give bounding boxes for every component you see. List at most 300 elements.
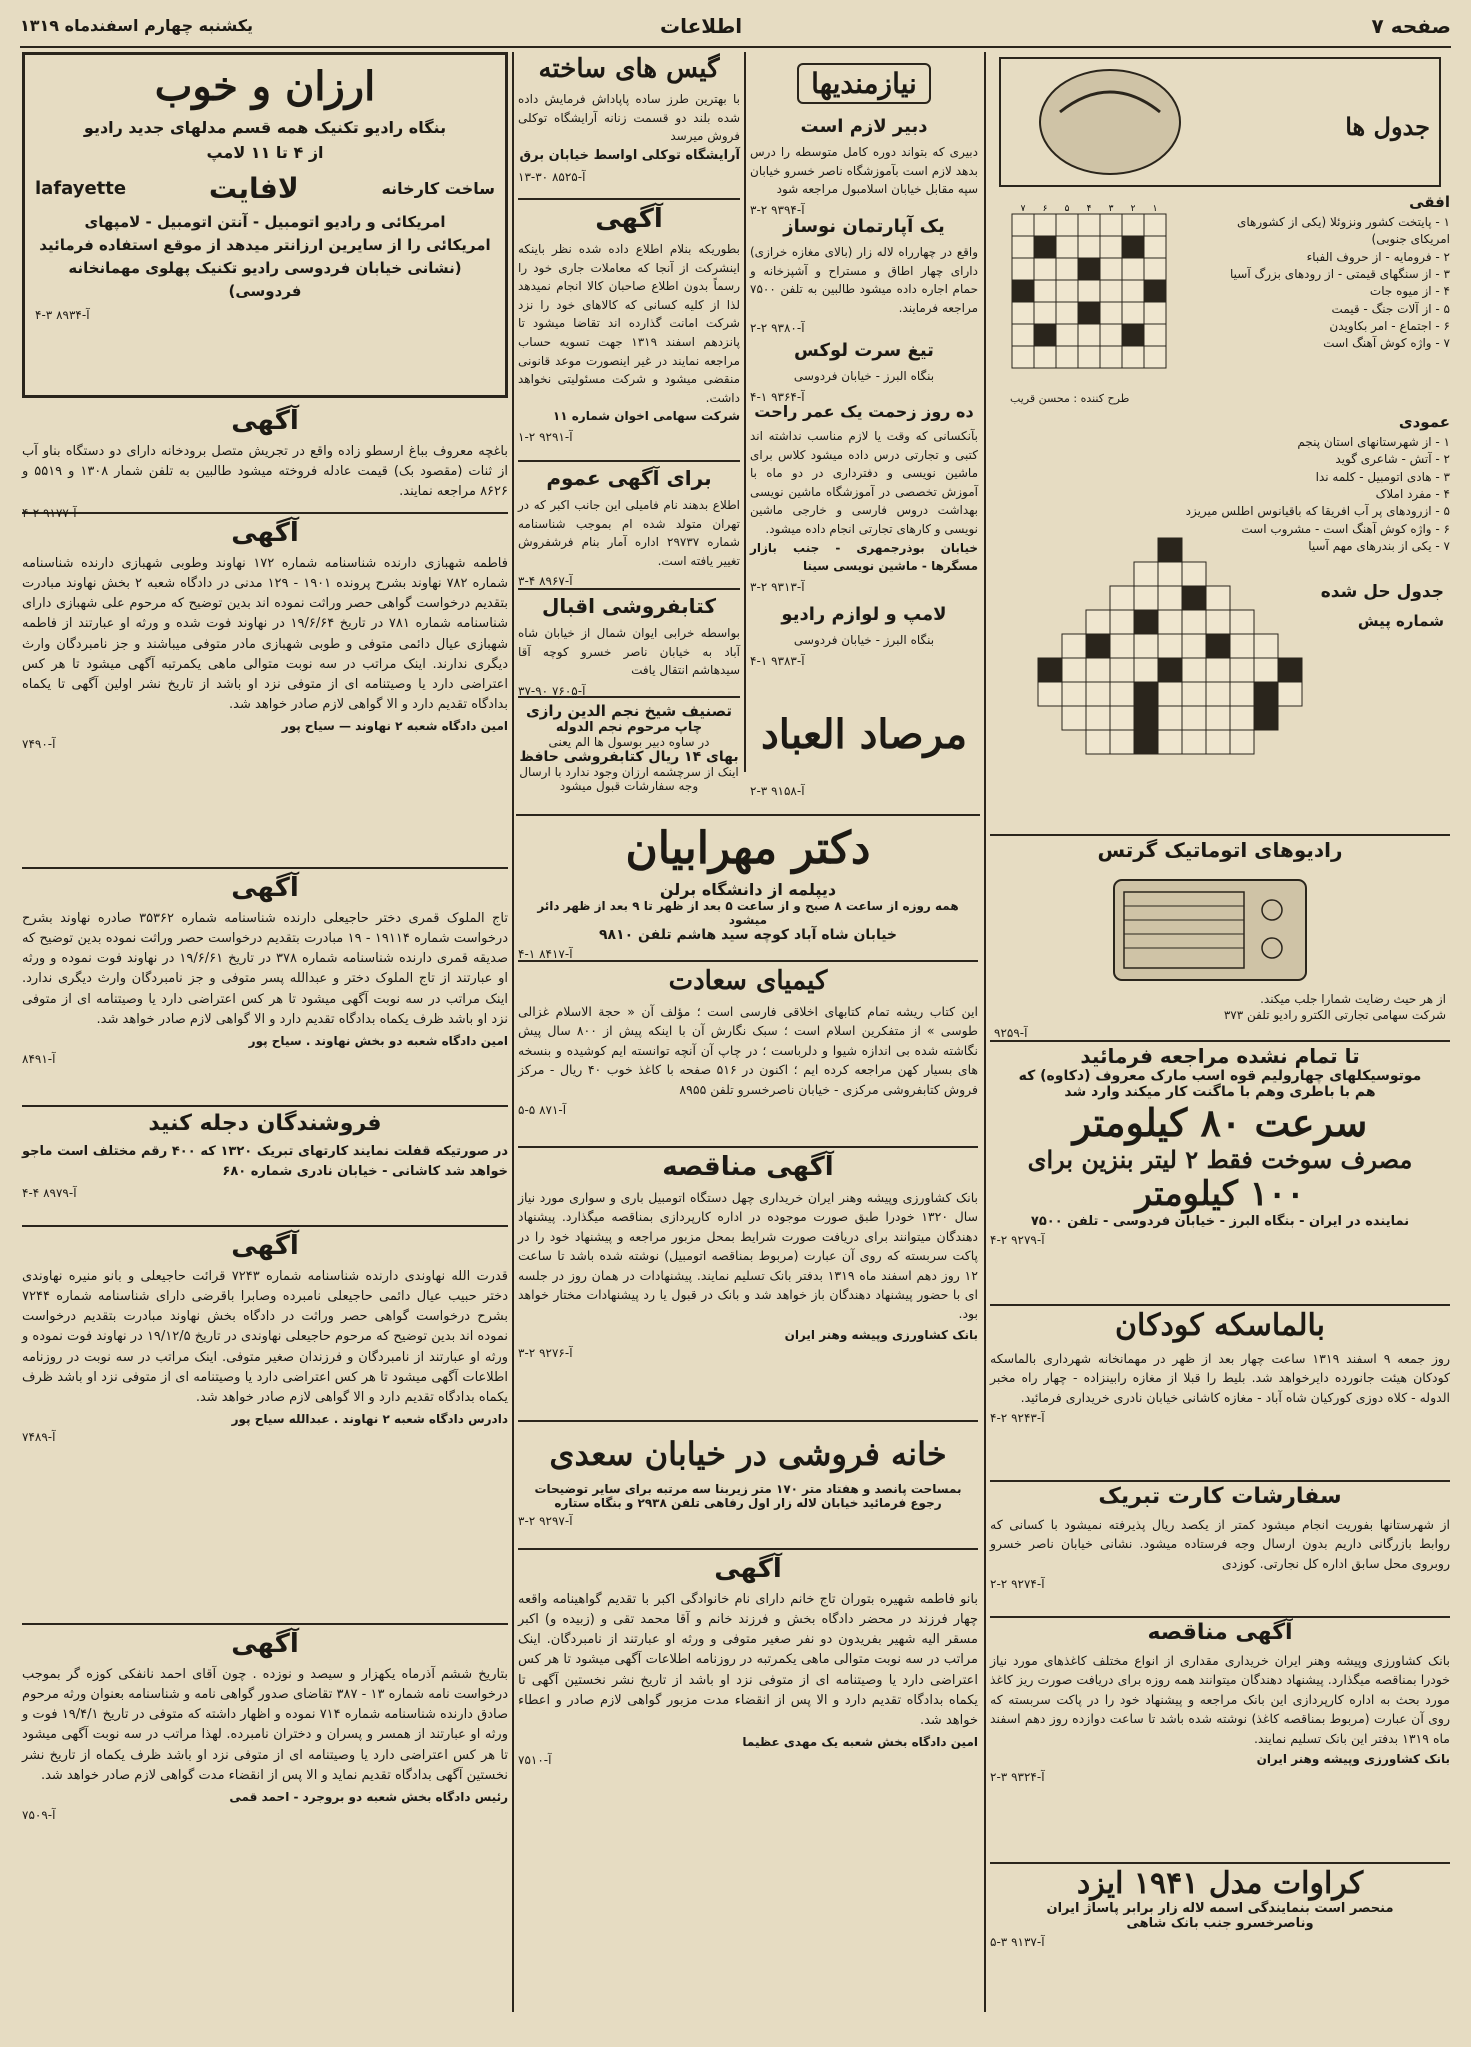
divider [518,1420,978,1422]
solved-block [1158,538,1182,562]
crossword-column-number: ۵ [1064,204,1070,214]
ad-motorcycle-line3: هم با باطری وهم با ماگنت کار میکند وارد شد [1064,1084,1376,1100]
across-clue: ۶ - اجتماع - امر بکاویدن [1329,319,1450,334]
ad-radio-caption2: شرکت سهامی تجارتی الکترو رادیو تلفن ۳۷۳ [1223,1008,1446,1022]
crossword-cell [1078,280,1100,302]
solved-cell [1158,682,1182,706]
solved-cell [1062,658,1086,682]
crossword-block [1122,236,1144,258]
solved-cell [1086,730,1110,754]
notice-company-address: شرکت سهامی اخوان شماره ۱۱ [552,409,740,424]
ad-ties-line2: وناصرخسرو جنب بانک شاهی [1126,1916,1314,1931]
ad-greeting-cards [990,1484,1450,1614]
ad-dah-rooz-code: آ-۹۳۱۳ ۲-۳ [750,579,805,594]
solved-cell [1134,562,1158,586]
divider [990,834,1450,836]
crossword-cell [1122,280,1144,302]
ad-apartment-body: واقع در چهارراه لاله زار (بالای مغازه خرازی) دارای چهار اطاق و مستراح و آشپزخانه و حمام اجاره داده میشود طالبین به تلفن ۷۵۰۰ مراجعه فرمایند. [750,245,978,315]
crossword-cell [1034,302,1056,324]
divider [518,198,740,200]
ad-masquerade-title: بالماسکه کودکان [1115,1308,1325,1343]
solved-cell [1206,682,1230,706]
notice-fatemeh-body: بانو فاطمه شهیره بتوران تاج خانم دارای نام خانوادگی اکبر با تقدیم گواهینامه واقعه چهار فرزند در محضر دادگاه بخش و فرزند خانم و آقا محمد تقی و (زبیده و) اکبر مسقر الیه شهیر بفریدون دو نفر صغیر متوفی و ورثه او عبارتند از نامبردگان. اینک مراتب در سه نوبت متوالی ماهی یکمرتبه در روزنامه اطلاعات آگهی میشود تا هر کس اعتراضی دارد یا وصیتنامه ای از متوفی نزد او باشد از تاریخ نشر نخستین آگهی تا یکماه بدادگاه تقدیم دارد و الا پس از انقضاء مدت مزبور گواهی لازم صادر و اعطاء خواهد شد. [518,1592,978,1728]
ad-ties [990,1866,1450,1956]
ad-apartment [750,216,978,338]
crossword-banner [990,52,1450,192]
divider [518,1548,978,1550]
crossword-column-number: ۳ [1108,204,1114,214]
solved-cell [1086,610,1110,634]
across-clue: ۴ - از میوه جات [1369,284,1450,299]
tender-cars-title: آگهی مناقصه [662,1152,834,1182]
ad-doctor [518,818,978,961]
solved-cell [1158,586,1182,610]
ad-saret [750,340,978,404]
notice-shahbazi [22,518,508,863]
ad-najm-title: تصنیف شیخ نجم الدین رازی [525,702,733,720]
ad-motorcycle [990,1044,1450,1302]
solved-block [1182,586,1206,610]
ad-arzan-title: ارزان و خوب [154,63,376,110]
notice-company-title: آگهی [595,204,663,234]
notice-ghamari-code: آ-۸۴۹۱ [22,1051,56,1066]
solved-cell [1110,730,1134,754]
solved-cell [1062,682,1086,706]
solved-cell [1182,634,1206,658]
crossword-cell [1100,258,1122,280]
solved-cell [1254,658,1278,682]
ad-arzan-line1: بنگاه رادیو تکنیک همه قسم مدلهای جدید رادیو [83,118,447,137]
ad-motorcycle-code: آ-۹۲۷۹ ۲-۴ [990,1233,1045,1247]
ad-najm-line1: چاپ مرحوم نجم الدوله [555,720,703,735]
crossword-cell [1122,302,1144,324]
column-left [22,52,508,2012]
crossword-cell [1144,346,1166,368]
ad-saret-title: تیغ سرت لوکس [794,340,934,361]
masthead-rule [20,46,1451,48]
solved-cell [1110,682,1134,706]
solved-cell [1110,634,1134,658]
solved-cell [1206,610,1230,634]
niyazmandi-title: نیازمندیها [797,63,931,104]
ad-doctor-title: دکتر مهرابیان [625,823,871,874]
notice-shahbazi-title: آگهی [231,518,299,548]
solved-cell [1206,706,1230,730]
crossword-cell [1056,324,1078,346]
crossword-cell [1100,236,1122,258]
ad-saadi-title: خانه فروشی در خیابان سعدی [549,1435,947,1473]
ad-arzan-brand-fa: لافایت [208,171,299,205]
solved-cell [1038,682,1062,706]
crossword-column-number: ۱ [1152,204,1158,214]
solved-cell [1182,658,1206,682]
crossword-grid [1000,202,1180,382]
crossword-cell [1144,258,1166,280]
solved-cell [1206,586,1230,610]
divider [518,960,978,962]
ad-arzan-code: آ-۸۹۳۴ ۳-۴ [35,307,90,322]
ad-najm-line2: در ساوه دبیر بوسول ها الم یعنی [548,735,710,749]
ad-arzan-maker: ساخت کارخانه [381,178,495,198]
crossword-cell [1034,214,1056,236]
column-separator [744,52,746,772]
solved-cell [1230,634,1254,658]
ad-arzan-line4: امریکائی را از سایرین ارزانتر میدهد از موقع استفاده فرمائید [39,235,491,254]
notice-nahavandi-code: آ-۷۴۸۹ [22,1429,56,1444]
divider [518,588,740,590]
ad-dah-rooz-address: خیابان بوذرجمهری - جنب بازار مسگرها - ماشین نویسی سینا [750,540,978,574]
notice-nahavandi [22,1231,508,1619]
solved-block [1134,706,1158,730]
tender-cars-body: بانک کشاورزی وپیشه وهنر ایران خریداری چهل دستگاه اتومبیل باری و سواری مورد نیاز سال ۱۳۲۰ خودرا طبق صورت موجوده در اداره کارپردازی بمناقصه میگذارد. پیشنهاد دهندگان میتوانند برای دریافت صورت شرایط بمحل مزبور مراجعه و پیشنهاد خود را در پاکت سربسته که روی آن عبارت (مربوط بمناقصه اتومبیل) نوشته شده باشد تا ساعت ۱۲ روز دهم اسفند ماه ۱۳۱۹ بدفتر بانک تسلیم نمایند. پیشنهادات در همان روز در جلسه ای با حضور پیشنهاد دهندگان باز خواهد شد و بانک در قبول یا رد پیشنهادات مختار خواهد بود. [518,1190,979,1322]
divider [22,1623,508,1625]
ad-motorcycle-agent: نماینده در ایران - بنگاه البرز - خیابان فردوسی - تلفن ۷۵۰۰ [1030,1214,1410,1229]
solved-grid [1000,526,1340,826]
crossword-cell [1078,346,1100,368]
notice-ghamari-title: آگهی [231,873,299,903]
solved-cell [1230,730,1254,754]
notice-fatemeh-title: آگهی [714,1554,782,1584]
notice-ghamari-signature: امین دادگاه شعبه دو بخش نهاوند . سیاح پور [248,1033,508,1048]
crossword-cell [1078,214,1100,236]
tender-cars [518,1152,978,1416]
ad-saret-code: آ-۹۳۶۴ ۱-۴ [750,389,805,404]
solved-cell [1158,634,1182,658]
ad-lamp-code: آ-۹۳۸۳ ۱-۴ [750,653,805,668]
solved-cell [1158,610,1182,634]
ad-saadi-line2: رجوع فرمائید خیابان لاله زار اول رفاهی تلفن ۲۹۳۸ و بنگاه ستاره [554,1496,942,1510]
tender-paper-code: آ-۹۳۲۴ ۳-۲ [990,1769,1045,1784]
crossword-cell [1056,280,1078,302]
crossword-section [990,192,1450,554]
crossword-cell [1144,236,1166,258]
crossword-cell [1144,302,1166,324]
solved-block [1134,682,1158,706]
notice-shahbazi-body: فاطمه شهبازی دارنده شناسنامه شماره ۱۷۲ نهاوند وطوبی شهبازی دارنده شناسنامه شماره ۷۸۲ نهاوند بشرح پرونده ۱۹۰۱ - ۱۲۹ مدنی در دادگاه شعبه ۲ بخش نهاوند مبادرت بتقدیم درخواست گواهی حصر وراثت نموده اند بدین توضیح که مرحوم علی شهبازی دارای شناسنامه شماره ۷۸۱ در تاریخ ۱۹/۶/۶۴ در نهاوند فوت شده و ورثه او عبارتند از فاطمه شهبازی عیال دائمی متوفی و طوبی شهبازی مادر متوفی میباشند و جز نامبردگان وارث دیگری ندارند. اینک مراتب در سه نوبت متوالی ماهی یکمرتبه آگهی میشود تا هر کس اعتراضی دارد یا وصیتنامه ای از متوفی نزد او باشد از تاریخ نشر اولین آگهی تا یکماه بدادگاه تقدیم دارد و الا گواهی لازم صادر خواهد شد. [22,556,508,712]
solved-cell [1230,610,1254,634]
crossword-cell [1100,302,1122,324]
crossword-cell [1078,324,1100,346]
crossword-cell [1056,236,1078,258]
ad-arzan-line5: (نشانی خیابان فردوسی رادیو تکنیک پهلوی مهمانخانه فردوسی) [68,259,462,301]
crossword-cell [1056,214,1078,236]
ad-dah-rooz [750,402,978,602]
ad-motorcycle-line1: تا تمام نشده مراجعه فرمائید [1080,1044,1360,1068]
ad-eghbal [518,594,740,698]
solved-cell [1182,730,1206,754]
ad-najm-line5: وجه سفارشات قبول میشود [559,779,699,793]
ad-saadi-house [518,1426,978,1544]
divider [990,1480,1450,1482]
down-clue: ۶ - واژه کوش آهنگ است - مشروب است [1241,521,1450,536]
notice-public-code: آ-۸۹۶۷ ۴-۳ [518,574,573,589]
ad-najm-line3: بهای ۱۴ ریال کتابفروشی حافظ [519,749,739,765]
across-clue: ۷ - واژه کوش آهنگ است [1323,336,1450,351]
divider [516,814,980,816]
ad-dabir-code: آ-۹۳۹۴ ۲-۳ [750,202,805,217]
notice-company [518,204,740,456]
notice-garden [22,406,509,521]
notice-public-body: اطلاع بدهند نام فامیلی این جانب اکبر که در تهران متولد شده ام بموجب شناسنامه شماره ۲۹۷۳۷ اداره آمار بنام فرشفروش تغییر یافته است. [518,498,740,568]
ad-apartment-title: یک آپارتمان نوساز [783,216,945,237]
crossword-cell [1034,280,1056,302]
across-clue: ۱ - پایتخت کشور ونزوئلا (یکی از کشورهای امریکای جنوبی) [1236,214,1450,247]
notice-ghamari-body: تاج الملوک قمری دختر حاجیعلی دارنده شناسنامه شماره ۳۵۳۶۲ صادره نهاوند بشرح درخواست شماره ۱۹۱۱۴ - ۱۹ مبادرت بتقدیم درخواست حصر وراثت نموده بدین توضیح که صدیقه قمری دارنده شناسنامه شماره ۳۷۸ در تاریخ ۱۹/۶/۶۱ در نهاوند فوت نموده و ورثه او عبارتند از تاج الملوک دختر و عبدالله پسر متوفی و جز نامبردگان وارث دیگری ندارد. اینک مراتب در سه نوبت آگهی میشود تا هر کس اعتراضی دارد یا وصیتنامه ای از متوفی نزد او باشد ظرف یکماه بدادگاه تقدیم دارد و الا گواهی لازم صادر خواهد شد. [22,911,508,1027]
ad-dah-rooz-body: بآنکسانی که وقت یا لازم مناسب نداشته اند کتبی و تجارتی درس داده میشود کلاس برای ماشین نویسی و دفترداری در دو ماه با آموزش تخصصی در آموزشگاه ماشین نویسی بهداشت دروس فارسی و خارجی ماشین نویسی و کارهای تجارتی انجام داده میشود. [750,429,978,536]
solved-subtitle: شماره پیش [1357,612,1444,630]
notice-fatemeh-code: آ-۷۵۱۰ [518,1752,552,1767]
solved-cell [1182,610,1206,634]
solved-title: جدول حل شده [1320,582,1444,602]
crossword-column-number: ۷ [1020,204,1026,214]
ad-najm-line4: اینک از سرچشمه ارزان وجود ندارد با ارسال [519,765,739,779]
crossword-cell [1056,258,1078,280]
solved-cell [1110,658,1134,682]
crossword-cell [1056,302,1078,324]
ad-radio-caption1: از هر حیث رضایت شمارا جلب میکند. [1260,992,1446,1006]
ad-doctor-line3: خیابان شاه آباد کوچه سید هاشم تلفن ۹۸۱۰ [598,927,898,943]
ad-motorcycle-speed: سرعت ۸۰ کیلومتر [1072,1100,1368,1145]
notice-shahbazi-signature: امین دادگاه شعبه ۲ نهاوند — سیاح پور [281,719,508,734]
crossword-clues [1230,192,1450,353]
notice-public [518,466,740,589]
ad-ties-code: آ-۹۱۳۷ ۳-۵ [990,1935,1045,1949]
column-center [518,818,978,2012]
paper-name: اطلاعات [660,14,743,38]
divider [22,1105,508,1107]
down-clue: ۴ - مفرد املاک [1375,486,1450,501]
crossword-cell [1012,258,1034,280]
ad-gis-title: گیس های ساخته [538,54,720,84]
notice-ghomi-code: آ-۷۵۰۹ [22,1807,56,1822]
ad-saadi-code: آ-۹۲۹۷ ۲-۳ [518,1514,573,1528]
divider [518,460,740,462]
crossword-cell [1122,346,1144,368]
notice-company-body: بطوریکه بنلام اطلاع داده شده نظر باینکه اینشرکت از آنجا که معاملات جاری خود را رسماً بدون اطلاع صاحبان کالا انجام نمیدهد لذا از کلیه کسانی که کالاهای خود را نزد شرکت امانت گذارده اند تقاضا میشود تا پانزدهم اسفند ۱۳۱۹ جهت تسویه حساب مراجعه نمایند در غیر اینصورت موعد قانونی منقضی میشود و شرکت مسئولیتی نخواهد داشت. [518,242,740,405]
ad-kimia [518,966,978,1142]
crossword-cell [1122,214,1144,236]
notice-garden-title: آگهی [231,406,299,436]
solved-block [1254,682,1278,706]
solved-cell [1182,706,1206,730]
down-clue: ۲ - آتش - شاعری گوید [1335,452,1450,467]
solved-cell [1182,562,1206,586]
across-clue: ۵ - از آلات جنگ - قیمت [1331,301,1450,316]
ad-greeting-cards-body: از شهرستانها بفوریت انجام میشود کمتر از یکصد ریال پذیرفته نمیشود با کسانی که روابط بازرگانی داریم بدون ارسال وجه فرستاده میشود. نشانی خیابان ناصر خسرو روبروی محل سابق اداره کل نجارتی. کوزدی [990,1517,1450,1571]
ad-dejleh-body: در صورتیکه قفلت نمایند کارتهای تبریک ۱۳۲۰ که ۴۰۰ رقم مختلف است ماجو خواهد شد کاشانی - خیابان نادری شماره ۶۸۰ [22,1144,509,1180]
ad-mersad-title: مرصاد العباد [760,711,968,758]
crossword-cell [1122,258,1144,280]
notice-ghomi [22,1629,508,1929]
ad-eghbal-title: کتابفروشی اقبال [542,594,716,618]
crossword-column-number: ۶ [1042,204,1048,214]
solved-block [1134,730,1158,754]
divider [518,1146,978,1148]
ad-gis-body: با بهترین طرز ساده پاپاداش فرمایش داده شده بلند دو قسمت زنانه آرایشگاه توکلی فروش میرسد [518,92,740,144]
down-clue: ۵ - ازرودهای پر آب افریقا که باقیانوس اطلس میریزد [1185,504,1450,519]
date-line: یکشنبه چهارم اسفندماه ۱۳۱۹ [20,16,254,35]
notice-fatemeh-signature: امین دادگاه بخش شعبه یک مهدی عظیما [742,1734,978,1749]
tender-paper-signature: بانک کشاورزی وپیشه وهنر ایران [1256,1751,1450,1766]
solved-cell [1062,706,1086,730]
down-clue: ۳ - هادی اتومبیل - کلمه ندا [1315,469,1450,484]
ad-najm [518,702,740,826]
notice-ghomi-signature: رئیس دادگاه بخش شعبه دو بروجرد - احمد قمی [229,1789,508,1804]
divider [22,867,508,869]
page-number: صفحه ۷ [1371,14,1451,38]
ad-motorcycle-fuel: مصرف سوخت فقط ۲ لیتر بنزین برای [1027,1145,1413,1174]
down-clue: ۱ - از شهرستانهای استان پنجم [1297,434,1450,449]
solved-cell [1110,610,1134,634]
solved-block [1134,610,1158,634]
portrait-icon [1040,70,1180,174]
notice-company-code: آ-۹۲۹۱ ۲-۱ [518,429,573,444]
ad-motorcycle-distance: ۱۰۰ کیلومتر [1135,1174,1305,1214]
solved-block [1278,658,1302,682]
solved-cell [1158,730,1182,754]
solved-cell [1086,682,1110,706]
tender-paper-title: آگهی مناقصه [1147,1620,1293,1645]
crossword-block [1122,324,1144,346]
solved-cell [1206,730,1230,754]
ad-ties-line1: منحصر است بنمایندگی اسمه لاله زار برابر پاساژ ایران [1046,1901,1394,1916]
down-clue: ۷ - یکی از بندرهای مهم آسیا [1308,539,1450,554]
across-heading: افقی [1409,193,1450,211]
down-heading: عمودی [1398,413,1450,431]
solved-cell [1230,658,1254,682]
tender-cars-code: آ-۹۲۷۶ ۲-۳ [518,1345,573,1360]
notice-nahavandi-body: قدرت الله نهاوندی دارنده شناسنامه شماره ۷۲۴۳ قرائت حاجیعلی و بانو منیره نهاوندی دختر حبیب عیال دائمی حاجیعلی نامبرده وصابرا باقرضی دارای شناسنامه شماره ۷۲۴۴ بشرح درخواست گواهی حصر وراثت در دادگاه بخش نهاوند مبادرت بتقدیم درخواست نموده اند بدین توضیح که مرحوم حاجیعلی نهاوندی در تاریخ ۱۹/۱۲/۵ در نهاوند فوت نموده و ورثه او عبارتند از نامبردگان و فرزندان صغیر متوفی. اینک مراتب در سه نوبت در روزنامه اطلاعات آگهی میشود تا هر کس اعتراضی دارد یا وصیتنامه ای از متوفی نزد او باشد ظرف یکماه بدادگاه تقدیم دارد و الا گواهی لازم صادر خواهد شد. [22,1269,508,1405]
divider [22,1225,508,1227]
ad-arzan [22,52,508,398]
ad-motorcycle-line2: موتوسیکلهای چهارولیم قوه اسب مارک معروف (دکاوه) که [1018,1068,1422,1084]
divider [990,1616,1450,1618]
ad-gis [518,54,740,194]
ad-greeting-cards-code: آ-۹۲۷۴ ۲-۲ [990,1577,1045,1592]
solved-cell [1158,562,1182,586]
ad-ties-title: کراوات مدل ۱۹۴۱ ایزد [1076,1866,1364,1901]
ad-dejleh [22,1111,508,1221]
solved-cell [1206,658,1230,682]
crossword-cell [1144,324,1166,346]
solved-cell [1134,658,1158,682]
ad-dabir [750,116,978,217]
solved-cell [1278,682,1302,706]
crossword-cell [1144,214,1166,236]
divider [990,1304,1450,1306]
ad-eghbal-body: بواسطه خرابی ایوان شمال از خیابان شاه آباد به خیابان ناصر خسرو کوچه آقا سیدهاشم انتقال یافت [518,626,740,678]
solved-block [1038,658,1062,682]
crossword-cell [1012,236,1034,258]
solved-cell [1182,682,1206,706]
crossword-cell [1056,346,1078,368]
ad-apartment-code: آ-۹۳۸۰ ۲-۲ [750,321,805,336]
notice-nahavandi-signature: دادرس دادگاه شعبه ۲ نهاوند . عبدالله سیاح پور [231,1411,508,1426]
ad-eghbal-code: آ-۷۶۰۵ ۹۰-۳۷ [518,683,586,698]
crossword-cell [1078,236,1100,258]
ad-doctor-line2: همه روزه از ساعت ۸ صبح و از ساعت ۵ بعد از ظهر تا ۹ بعد از ظهر دائر میشود [537,899,959,927]
crossword-cell [1100,280,1122,302]
ad-mersad [750,690,978,810]
notice-garden-body: باغچه معروف بباغ ارسطو زاده واقع در تجریش متصل برودخانه دارای دو دستگاه بناو آب از ثنات (مقصود بک) قیمت عادله فروخته میشود طالبین به تلفن شمار ۱۳۰۸ و ۵۵۱۹ و ۸۶۲۶ مراجعه نمایند. [22,444,509,500]
crossword-block [1034,236,1056,258]
crossword-title: جدول ها [1345,112,1430,141]
ad-masquerade [990,1308,1450,1478]
crossword-block [1078,258,1100,280]
solved-block [1158,658,1182,682]
notice-garden-code: آ-۹۱۷۷ ۲-۴ [22,506,77,521]
column-mid-left [518,52,740,837]
across-clue: ۳ - از سنگهای قیمتی - از رودهای بزرگ آسیا [1230,266,1450,281]
crossword-designer: طرح کننده : محسن قریب [1010,392,1130,405]
ad-lamp [750,604,978,668]
across-clue: ۲ - فرومایه - از حروف الفباء [1306,249,1450,264]
tender-paper-body: بانک کشاورزی وپیشه وهنر ایران خریداری مقداری از انواع مختلف کاغذهای مورد نیاز خودرا بمناقصه میگذارد. پیشنهاد دهندگان میتوانند همه روزه برای دریافت صورت ریز کاغذ مورد بحث به اداره کارپردازی این بانک مراجعه و پیشنهاد خود را در پاکت سربسته که روی آن عبارت (مربوط بمناقصه کاغذ) نوشته شده باشد تا ساعت دوازده روز دهم اسفند ماه ۱۳۱۹ بدفتر این بانک تسلیم نمایند. [990,1653,1450,1746]
crossword-cell [1034,258,1056,280]
solved-cell [1086,658,1110,682]
divider [990,1862,1450,1864]
solved-cell [1086,706,1110,730]
crossword-column-number: ۴ [1086,204,1092,214]
ad-dejleh-title: فروشندگان دجله کنید [148,1111,382,1136]
solved-cell [1110,706,1134,730]
ad-kimia-body: این کتاب ریشه تمام کتابهای اخلاقی فارسی است ؛ مؤلف آن « حجة الاسلام غزالی طوسی » از متفکرین اسلام است ؛ سبک نگارش آن با اینکه پیش از ۸۰۰ سال پیش نگاشته شده بی اندازه شیوا و دلرباست ؛ در چاپ آن آنچه توانسته ایم کوشیده و بنسخه های بسیار کهن مراجعه کرده ایم ؛ اکنون در ۵۱۶ صفحه با کاغذ خوب ۴۰ ریال - مرکز فروش کتابفروشی مرکزی - خیابان ناصرخسرو تلفن ۸۹۵۵ [518,1004,978,1097]
ad-doctor-line1: دیپلمه از دانشگاه برلن [659,880,837,899]
crossword-cell [1100,324,1122,346]
solved-cell [1158,706,1182,730]
crossword-cell [1012,346,1034,368]
ad-kimia-title: کیمیای سعادت [668,966,828,996]
niyazmandi-banner [750,52,978,114]
solved-block [1254,706,1278,730]
ad-arzan-line2: از ۴ تا ۱۱ لامپ [206,142,324,162]
crossword-cell [1012,302,1034,324]
ad-dabir-body: دبیری که بتواند دوره کامل متوسطه را درس بدهد لازم است بآموزشگاه ناصر خسرو خیابان سپه مقابل خیابان اسلامبول مراجعه شود [750,145,978,197]
ad-radio-code: آ-۹۲۵۹ [994,1026,1028,1040]
crossword-cell [1012,324,1034,346]
crossword-cell [1100,214,1122,236]
notice-nahavandi-title: آگهی [231,1231,299,1261]
masthead [20,10,1451,44]
notice-ghomi-body: بتاریخ ششم آذرماه یکهزار و سیصد و نوزده . چون آقای احمد نانفکی کوزه گر بموجب درخواست نامه شماره ۱۳ - ۳۸۷ تقاضای صدور گواهی نامه و شناسنامه بعنوان ورثه مرحوم صادق دارنده شناسنامه شماره ۷۱۴ نموده و اظهار داشته که متوفی در تاریخ ۱۹/۴/۱ فوت و ورثه او عبارتند از همسر و پسران و دختران نامبرده. لهذا مراتب در سه نوبت آگهی میشود تا هر کس اعتراضی دارد یا وصیتنامه ای از متوفی نزد او باشد ظرف یکماه از تاریخ نشر نخستین آگهی بدادگاه تقدیم نماید و الا پس از انقضاء مدت گواهی لازم صادر خواهد شد. [22,1667,508,1783]
ad-lamp-title: لامپ و لوازم رادیو [781,604,947,625]
ad-saadi-line1: بمساحت پانصد و هفتاد متر ۱۷۰ متر زیربنا سه مرتبه برای سایر توضیحات [534,1482,962,1496]
column-mid-right [750,52,978,682]
notice-shahbazi-code: آ-۷۴۹۰ [22,737,56,752]
column-right [990,52,1450,2012]
ad-lamp-body: بنگاه البرز - خیابان فردوسی [793,633,935,647]
crossword-block [1012,280,1034,302]
ad-kimia-code: آ-۸۷۱ ۵-۵ [518,1102,567,1117]
notice-fatemeh [518,1554,978,1994]
ad-greeting-cards-title: سفارشات کارت تبریک [1098,1484,1342,1509]
ad-gis-code: آ-۸۵۲۵ ۳۰-۱۳ [518,169,586,184]
solved-cell [1254,634,1278,658]
solved-cell [1230,706,1254,730]
radio-icon [1110,876,1310,986]
crossword-cell [1012,214,1034,236]
solved-block [1206,634,1230,658]
ad-gis-address: آرایشگاه توکلی اواسط خیابان برق [519,147,740,163]
tender-paper [990,1620,1450,1860]
ad-masquerade-code: آ-۹۲۴۳ ۲-۴ [990,1411,1045,1426]
ad-masquerade-body: روز جمعه ۹ اسفند ۱۳۱۹ ساعت چهار بعد از ظهر در مهمانخانه شهرداری بالماسکه کودکان هیئت جانورده دایرخواهد شد. بلیط را قبلا از مغازه رابینزاده - چهار راه مخبر الدوله - کلاه دوزی کورکیان شاه آباد - مغازه کاشانی خیابان نادری خریداری فرمائید. [990,1351,1450,1405]
solved-cell [1134,634,1158,658]
crossword-block [1034,324,1056,346]
crossword-block [1078,302,1100,324]
notice-public-title: برای آگهی عموم [546,466,712,490]
solved-cell [1134,586,1158,610]
